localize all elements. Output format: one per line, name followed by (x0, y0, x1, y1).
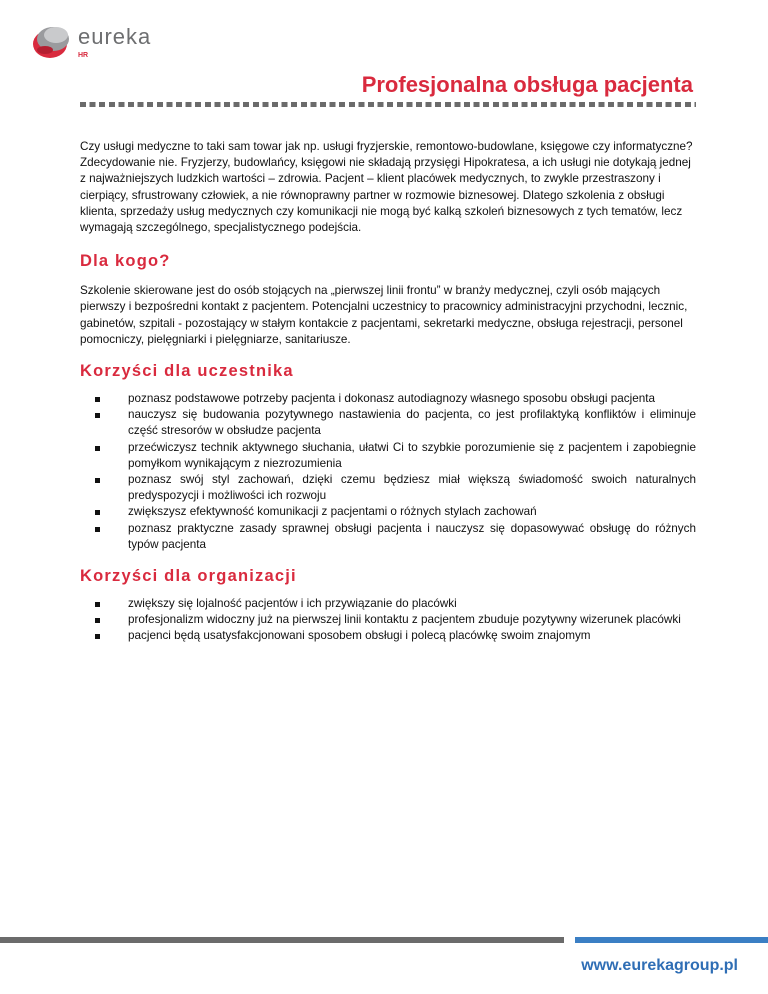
company-logo (30, 20, 180, 62)
website-link[interactable]: www.eurekagroup.pl (581, 957, 738, 974)
list-item (128, 440, 696, 472)
section-heading-organization-benefits: Korzyści dla organizacji (80, 567, 297, 586)
list-item-text: nauczysz się budowania pozytywnego nastawienia do pacjenta, co jest profilaktyką konfliktów i eliminuje część stresorów w obsłudze pacjenta (128, 408, 696, 438)
title-divider (80, 102, 696, 107)
section-heading-participant-benefits: Korzyści dla uczestnika (80, 362, 294, 381)
section-heading-for-whom: Dla kogo? (80, 252, 171, 271)
list-item (128, 596, 696, 612)
list-item-text: zwiększysz efektywność komunikacji z pacjentami o różnych stylach zachowań (128, 505, 537, 519)
organization-benefits-list (80, 596, 696, 645)
list-item-text: poznasz swój styl zachowań, dzięki czemu będziesz miał większą świadomość swoich naturalnych predyspozycji i możliwości ich rozwoju (128, 473, 696, 503)
bullet-square-icon (95, 602, 100, 607)
intro-paragraph: Czy usługi medyczne to taki sam towar jak np. usługi fryzjerskie, remontowo-budowlane, księgowe czy informatyczne? Zdecydowanie nie. Fryzjerzy, budowlańcy, księgowi nie składają przysięgi Hipokratesa, a ich usługi nie dotykają jednej z najważniejszych ludzkich wartości – zdrowia. Pacjent – klient placówek medycznych, to zwykle przestraszony i cierpiący, sfrustrowany człowiek, a nie równoprawny partner w rozmowie biznesowej. Dlatego szkolenia z obsługi klienta, sprzedaży usług medycznych czy komunikacji nie mogą być kalką szkoleń biznesowych z tych tematów, lecz wymagają szczególnego, specjalistycznego podejścia. (80, 140, 693, 235)
document-body (80, 139, 696, 645)
bullet-square-icon (95, 618, 100, 623)
list-item (128, 612, 696, 628)
list-item-text: profesjonalizm widoczny już na pierwszej linii kontaktu z pacjentem zbuduje pozytywny wizerunek placówki (128, 613, 681, 627)
logo-subtitle: HR (78, 52, 89, 59)
list-item (128, 504, 696, 520)
bullet-square-icon (95, 446, 100, 451)
for-whom-paragraph: Szkolenie skierowane jest do osób stojących na „pierwszej linii frontu” w branży medycznej, czyli osób mających pierwszy i bezpośredni kontakt z pacjentem. Potencjalni uczestnicy to pracownicy administracyjni przychodni, lecznic, gabinetów, szpitali - pozostający w stałym kontakcie z pacjentami, sekretarki medyczne, obsługa rejestracji, personel pomocniczy, pielęgniarki i pielęgniarze, sanitariusze. (80, 284, 688, 346)
bullet-square-icon (95, 413, 100, 418)
list-item-text: zwiększy się lojalność pacjentów i ich przywiązanie do placówki (128, 597, 457, 611)
logo-mark-icon (30, 20, 74, 62)
participant-benefits-list (80, 391, 696, 553)
list-item-text: poznasz podstawowe potrzeby pacjenta i dokonasz autodiagnozy własnego sposobu obsługi pacjenta (128, 392, 655, 406)
list-item (128, 407, 696, 439)
bullet-square-icon (95, 510, 100, 515)
bullet-square-icon (95, 527, 100, 532)
list-item-text: pacjenci będą usatysfakcjonowani sposobem obsługi i polecą placówkę swoim znajomym (128, 629, 591, 643)
bullet-square-icon (95, 397, 100, 402)
list-item-text: poznasz praktyczne zasady sprawnej obsługi pacjenta i nauczysz się dopasowywać obsługę do różnych typów pacjenta (128, 521, 696, 551)
list-item-text: przećwiczysz technik aktywnego słuchania, ułatwi Ci to szybkie porozumienie się z pacjentem i zapobiegnie pomyłkom wynikającym z niezrozumienia (128, 440, 696, 470)
list-item (128, 391, 696, 407)
bullet-square-icon (95, 478, 100, 483)
bullet-square-icon (95, 634, 100, 639)
page-title: Profesjonalna obsługa pacjenta (361, 72, 693, 97)
logo-wordmark: eureka (78, 24, 152, 49)
list-item (128, 521, 696, 553)
footer-bar-blue (575, 937, 768, 943)
footer-bar-gray (0, 937, 564, 943)
list-item (128, 628, 696, 644)
list-item (128, 472, 696, 504)
